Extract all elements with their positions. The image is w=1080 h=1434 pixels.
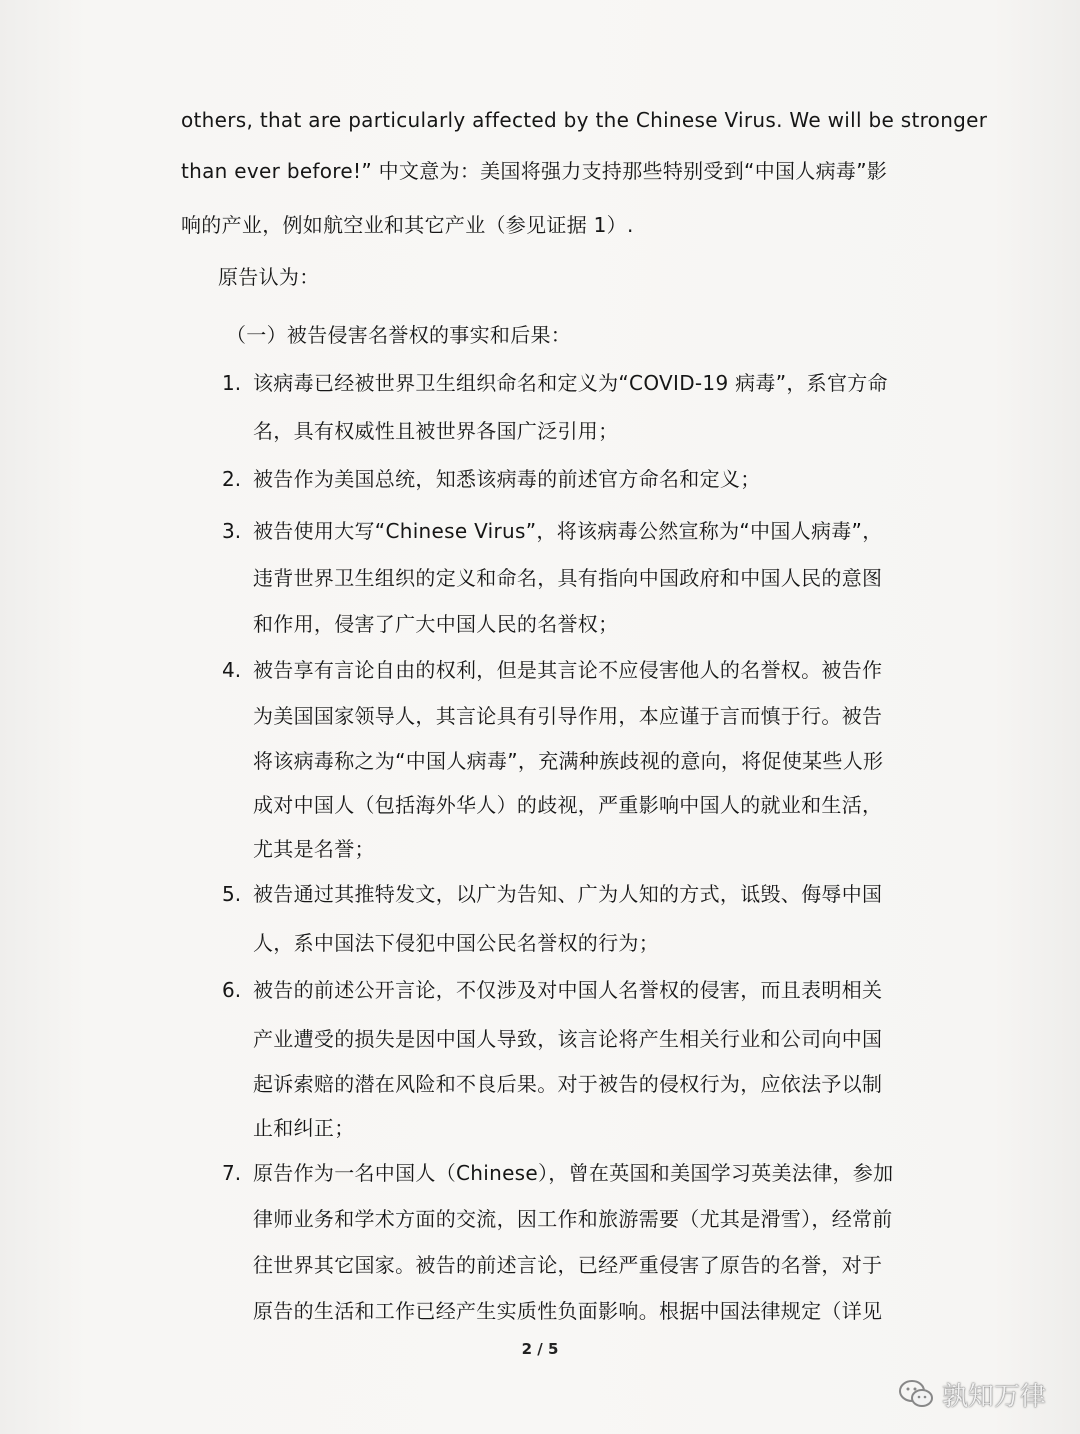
item-number: 7. bbox=[222, 1161, 242, 1185]
text-line: 成对中国人（包括海外华人）的歧视，严重影响中国人的就业和生活， bbox=[253, 793, 883, 817]
text-line: than ever before!” 中文意为：美国将强力支持那些特别受到“中国人病毒”影 bbox=[181, 159, 888, 183]
text-line: 原告的生活和工作已经产生实质性负面影响。根据中国法律规定（详见 bbox=[253, 1299, 883, 1323]
item-number: 4. bbox=[222, 658, 242, 682]
text-line: 人，系中国法下侵犯中国公民名誉权的行为； bbox=[253, 931, 659, 955]
text-line: 被告享有言论自由的权利，但是其言论不应侵害他人的名誉权。被告作 bbox=[253, 658, 883, 682]
text-line: 止和纠正； bbox=[253, 1116, 355, 1140]
text-line: 律师业务和学术方面的交流，因工作和旅游需要（尤其是滑雪），经常前 bbox=[253, 1207, 893, 1231]
text-line: 将该病毒称之为“中国人病毒”，充满种族歧视的意向，将促使某些人形 bbox=[253, 749, 884, 773]
text-line: 往世界其它国家。被告的前述言论，已经严重侵害了原告的名誉，对于 bbox=[253, 1253, 883, 1277]
text-line: 被告使用大写“Chinese Virus”，将该病毒公然宣称为“中国人病毒”， bbox=[253, 519, 883, 543]
item-number: 2. bbox=[222, 467, 242, 491]
text-line: 被告作为美国总统，知悉该病毒的前述官方命名和定义； bbox=[253, 467, 761, 491]
watermark-text: 孰知万律 bbox=[942, 1381, 1047, 1412]
text-line: others, that are particularly affected by the Chinese Virus. We will be stronger bbox=[181, 108, 988, 132]
text-line: 原告作为一名中国人（Chinese），曾在英国和美国学习英美法律，参加 bbox=[253, 1161, 894, 1185]
text-line: 尤其是名誉； bbox=[253, 837, 375, 861]
item-number: 6. bbox=[222, 978, 242, 1002]
item-number: 1. bbox=[222, 371, 242, 395]
text-line: 名，具有权威性且被世界各国广泛引用； bbox=[253, 419, 619, 443]
item-number: 5. bbox=[222, 882, 242, 906]
section-heading: 原告认为： bbox=[218, 265, 320, 289]
text-line: 被告的前述公开言论，不仅涉及对中国人名誉权的侵害，而且表明相关 bbox=[253, 978, 883, 1002]
item-number: 3. bbox=[222, 519, 242, 543]
subsection-heading: （一）被告侵害名誉权的事实和后果： bbox=[226, 323, 572, 347]
text-line: 响的产业，例如航空业和其它产业（参见证据 1）. bbox=[181, 213, 634, 237]
text-line: 起诉索赔的潜在风险和不良后果。对于被告的侵权行为，应依法予以制 bbox=[253, 1072, 883, 1096]
wechat-icon bbox=[898, 1379, 934, 1409]
text-line: 和作用，侵害了广大中国人民的名誉权； bbox=[253, 612, 619, 636]
text-line: 产业遭受的损失是因中国人导致，该言论将产生相关行业和公司向中国 bbox=[253, 1027, 883, 1051]
text-line: 违背世界卫生组织的定义和命名，具有指向中国政府和中国人民的意图 bbox=[253, 566, 883, 590]
text-line: 该病毒已经被世界卫生组织命名和定义为“COVID-19 病毒”，系官方命 bbox=[253, 371, 888, 395]
text-line: 为美国国家领导人，其言论具有引导作用，本应谨于言而慎于行。被告 bbox=[253, 704, 883, 728]
watermark bbox=[898, 1374, 1046, 1414]
text-line: 被告通过其推特发文，以广为告知、广为人知的方式，诋毁、侮辱中国 bbox=[253, 882, 883, 906]
page-number: 2 / 5 bbox=[521, 1340, 559, 1358]
